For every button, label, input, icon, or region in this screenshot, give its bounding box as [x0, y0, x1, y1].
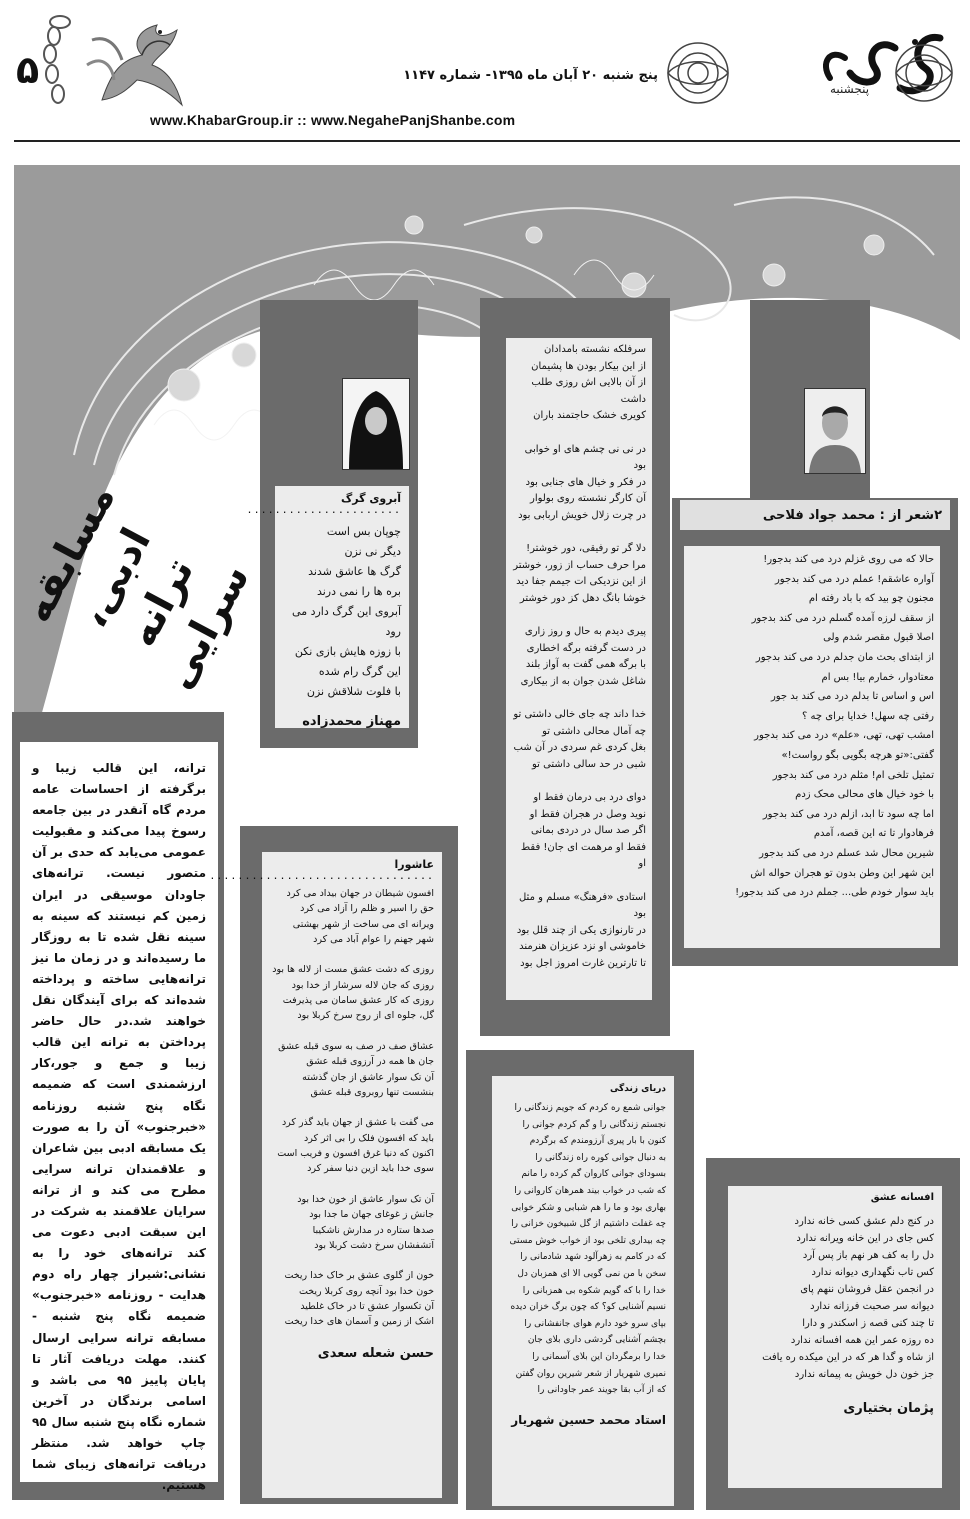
poem-title: دریای زندگی [609, 1084, 666, 1094]
poem-text: سرفلکه نشسته بامدادان از این بیکار بودن ها پشیمان از آن بالایی اش روزی طلب داشت کویری خشک حاجتمند باران در نی نی چشم های او خوابی بود در فکر و خیال های جنابی بود آن کارگر نشسته روی بولوار در چرت زلال خویش اربابی بود دلا گر تو رفیقی، دور خوشتر! مرا حرف حساب از زور، خوشتر از این نزدیکی ات جیمم جفا دید خوشا بانگ دهل کز دور خوشتر پیری دیدم به حال و روز زاری در دست گرفته برگه اخطاری با برگه همی گفت به آواز بلند شاغل شدن جوان به از بیکاری خدا داند چه جای خالی داشتی تو چه آمال محالی داشتی تو بغل کردی غم سردی در آن شب شبی در حد سالی داشتی تو دوای درد بی درمان فقط او نوید وصل در هجران فقط او اگر صد سال در دردی بمانی فقط او مرهمت ای جان! فقط او استادی «فرهنگ» مسلم و مثل بود در تارنوازی یکی از چند قلل بود خاموشی او نزد عزیزان هنرمند تا تارترین غارت امروز اجل بود [513, 344, 646, 969]
author-photo-falahi [804, 388, 866, 474]
website-urls: www.KhabarGroup.ir :: www.NegahePanjShanbe.com [150, 112, 516, 128]
card-afsaneh-eshgh [728, 1186, 942, 1488]
poem-text: چوپان بس است دیگر نی نزن گرگ ها عاشق شدند بره ها را نمی درند آبروی این گرگ دارد می رود با زوزه هایش بازی نکن این گرگ رام شده با فلوت شلاقش نزن [292, 525, 401, 698]
issue-dateline: پنج شنبه ۲۰ آبان ماه ۱۳۹۵- شماره ۱۱۴۷ [403, 68, 658, 83]
title-dots: ................................ [209, 871, 434, 882]
card-daryaye-zendegi [492, 1076, 674, 1506]
card-center [506, 338, 652, 1000]
author-photo-mahnaz [342, 378, 410, 470]
poem-author: حسن شعله سعدی [317, 1345, 434, 1361]
poem-title: عاشورا [394, 858, 434, 871]
poem-text: حالا که می روی غزلم درد می کند بدجور! آواره عاشقم! عملم درد می کند بدجور مجنون چو بید که با باد رفته ام از سقف لرزه آمده گسلم درد می کند بدجور اصلا قبول مقصر شدم ولی از ابتدای بحث مان جدلم درد می کند بدجور معتادوار، خمارم بیا! بس ام اس و اساس تا بدلم درد می کند بد جور رفتی چه سهل! خدایا برای چه ؟ امشب تهی، تهی، «علم» درد می کند بدجور گفتی:«تو هرچه بگویی بگو رواست!» تمثیل تلخی ام! مثلم درد می کند بدجور با خود خیال های محالی محک زدم اما چه سود تا ابد، ازلم درد می کند بدجور فرهادوار تا ته این قصه، آمدم شیرین محال شد عسلم درد می کند بدجور این شهر این وطن بدون تو هجران حواله اش باید سوار خودم طی... جملم درد می کند بدجور! [735, 554, 934, 899]
card-falahi [684, 546, 940, 948]
poem-text: افسون شیطان در جهان بیداد می کرد حق را اسیر و ظلم را آزاد می کرد ویرانه ای می ساخت از شهر بهشتی شهر جهنم را عوام آباد می کرد روزی که دشت عشق مست از لاله ها بود روزی که جان لاله سرشار از خدا بود روزی که کار عشق سامان می پذیرفت گل، جلوه ای از روح سرخ کربلا بود عشاق صف در صف به سوی قبله عشق جان ها همه در آرزوی قبله عشق آن تک سوار عاشق از جان گذشته بنشست تنها روبروی قبله عشق می گفت با عشق از جهان باید گذر کرد باید که افسون فلک را بی اثر کرد اکنون که دنیا غرق افسون و فریب است سوی خدا باید ازین دنیا سفر کرد آن تک سوار عاشق از خون خدا بود جانش ز غوغای جهان ما جدا بود صدها ستاره در مدارش ناشکیبا آتشفشان سرخ دشت کربلا بود خون از گلوی عشق بر خاک خدا ریخت خون خدا بود آنچه روی کربلا ریخت آن تکسوار عشق تا در خاک غلطید اشک از زمین و آسمان های خدا ریخت [272, 888, 434, 1328]
section-title: مسابقه ادبی، ترانه سرایی [13, 476, 259, 697]
intro-box [20, 742, 218, 1493]
logo-subtitle: پنجشنبه [830, 82, 870, 96]
falahi-heading: ۲شعر از : محمد جواد فلاحی [762, 507, 942, 523]
poem-title: آبروی گرگ [341, 492, 401, 505]
title-dots: ...................... [246, 505, 401, 516]
card-ashoora [209, 852, 442, 1498]
header-rule [14, 140, 960, 142]
chain-ornament [40, 12, 80, 112]
card-abrooye-gorg [246, 486, 409, 729]
poem-text: در کنج دلم عشق کسی خانه ندارد کس جای در این خانه ویرانه ندارد دل را به کف هر نهم باز پس آرد کس تاب نگهداری دیوانه ندارد در انجمن عقل فروشان ننهم پای دیوانه سر صحبت فرزانه ندارد تا چند کنی قصه ز اسکندر و دارا ده روزه عمر این همه افسانه ندارد از شاه و گدا هر که در این میکده ره یافت جز خون دل خویش به پیمانه ندارد [762, 1216, 934, 1380]
page-number: ۵ [16, 48, 40, 92]
intro-text: ترانه، این قالب زیبا و برگرفته از احساسات عامه مردم گاه آنقدر در بین جامعه رسوخ پیدا می‌کند و مقبولیت عمومی می‌یابد که حدی بر آن متصور نیست. ترانه‌های جاودان موسیقی در ایران زمین کم نیستند که سینه به سینه نقل شده تا به روزگار ما رسیده‌اند و در زمان ما نیز ترانه‌هایی ساخته و پرداخته شده‌اند که برای آیندگان نقل خواهند شد.در حال حاضر پرداختن به ترانه این قالب زیبا و جمع و جور،کار ارزشمندی است که ضمیمه نگاه پنج شنبه روزنامه «خبرجنوب» آن را به صورت یک مسابقه ادبی بین شاعران و علاقمندان ترانه سرایی مطرح می کند و از ترانه سرایان علاقمند به شرکت در این سبقت ادبی دعوت می کند ترانه‌های خود را به نشانی:شیراز چهار راه دوم هدایت - روزنامه «خبرجنوب» ضمیمه نگاه پنج شنبه - مسابقه ترانه سرایی ارسال کنند. مهلت دریافت آثار تا پایان پاییز ۹۵ می باشد و اسامی برندگان در آخرین شماره نگاه پنج شنبه سال ۹۵ چاپ خواهد شد. منتظر دریافت ترانه‌های زیبای شما هستیم. [32, 761, 206, 1493]
poem-author: مهناز محمدزاده [302, 714, 401, 729]
poem-author: استاد محمد حسین شهریار [511, 1412, 666, 1427]
floral-ornament-right [880, 28, 968, 118]
poem-text: جوانی شمع ره کردم که جویم زندگانی را نجستم زندگانی را و گم کردم جوانی را کنون با بار پیری آرزومندم که برگردم به دنبال جوانی کوره راه زندگانی را بسودای جوانی کاروان گم کرده را مانم که شب در خواب بیند همرهان کاروانی را بهاری بود و ما را هم شبابی و شکر خوابی چه غفلت داشتیم از گل شبیخون خزانی را چه بیداری تلخی بود از خواب خوش مستی که در کامم به زهرآلود شهد شادمانی را سخن با من نمی گویی الا ای همزبان دل خدا را با که گویم شکوه بی همزبانی را نسیم آشنایی کو؟ که چون برگ خزان دیده بپای سرو خود دارم هوای جانفشانی را بچشم آشنایی گردشی داری بلای جان خدا را برمگردان این بلای آسمانی را نمیری شهریار از شعر شیرین روان گفتن که از آب بقا جویند عمر جاودانی را [509, 1103, 666, 1396]
section-title-wrap [13, 476, 259, 697]
poem-title: افسانه عشق [870, 1192, 934, 1203]
floral-ornament [650, 28, 745, 118]
falahi-header-bar [680, 500, 950, 530]
poem-author: پژمان بختیاری [843, 1401, 934, 1416]
phoenix-illustration [82, 10, 192, 110]
